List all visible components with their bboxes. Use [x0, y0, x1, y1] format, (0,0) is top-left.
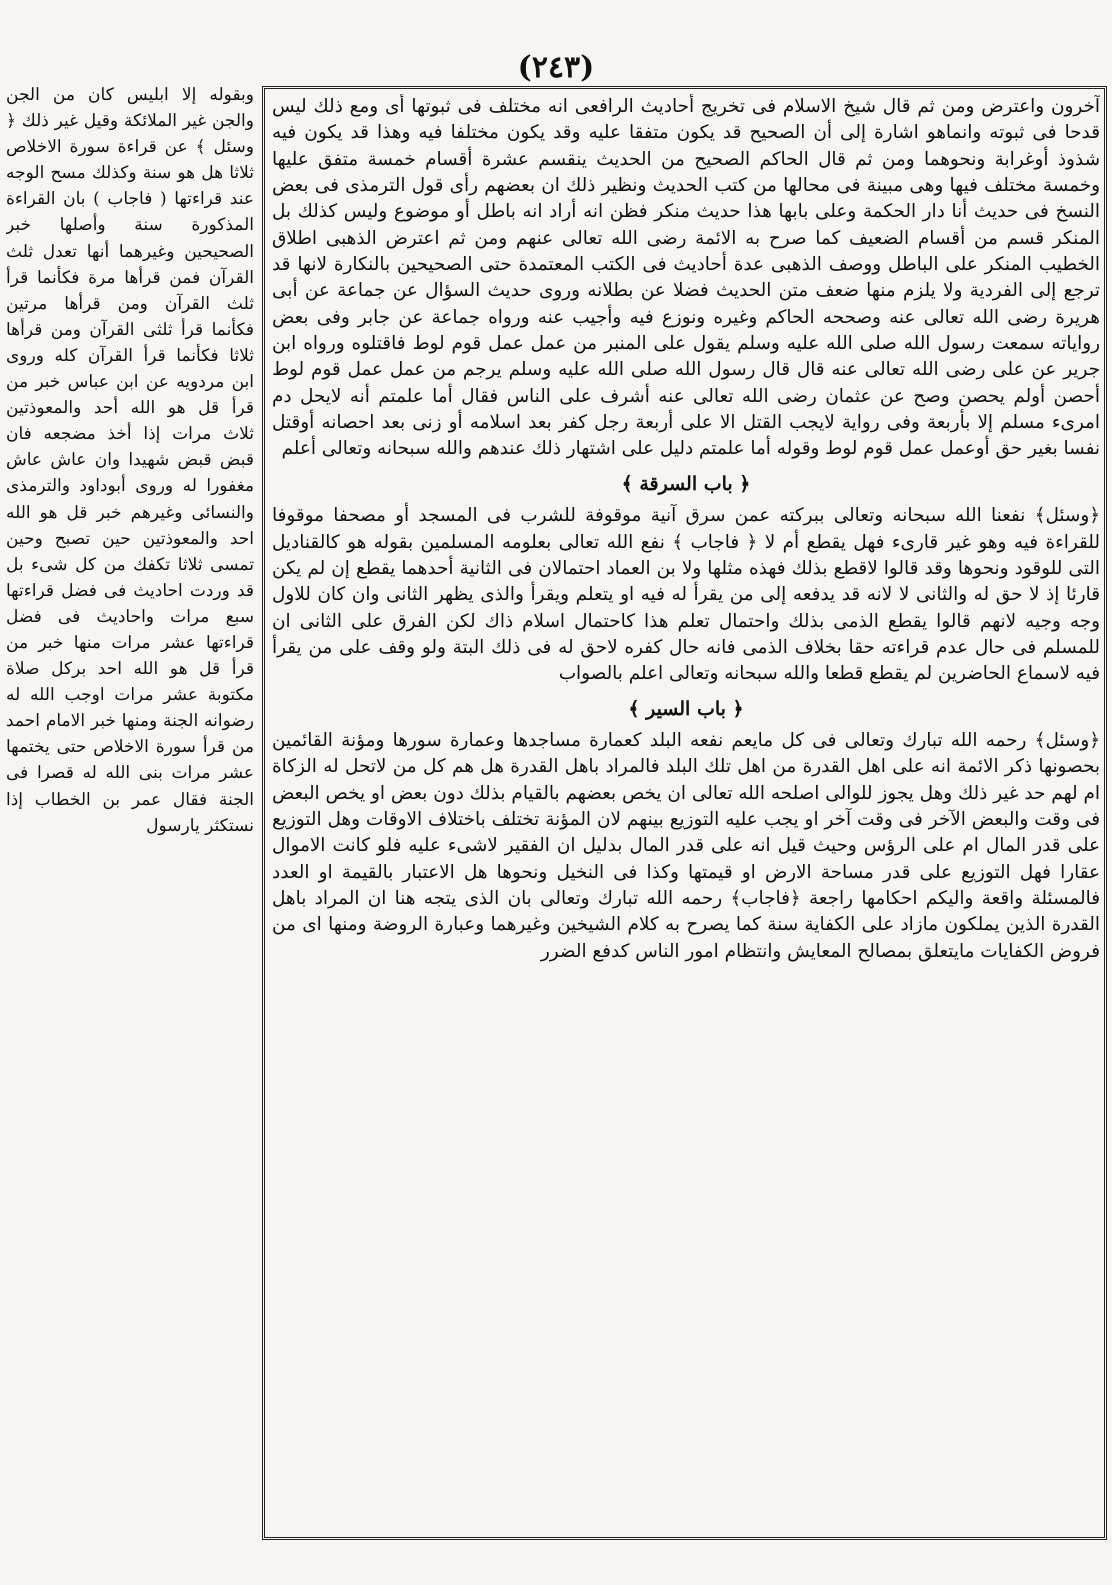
main-column	[272, 94, 1100, 1534]
margin-paragraph: وبقوله إلا ابليس كان من الجن والجن غير الملائكة وقيل غير ذلك ﴿ وسئل ﴾ عن قراءة سورة الاخلاص ثلاثا هل هو سنة وكذلك مسح الوجه عند قراءتها ( فاجاب ) بان القراءة المذكورة سنة وأصلها خبر الصحيحين وغيرهما أنها تعدل ثلث القرآن فمن قرأها مرة فكأنما قرأ ثلث القرآن ومن قرأها مرتين فكأنما قرأ ثلثى القرآن ومن قرأها ثلاثا فكأنما قرأ القرآن كله وروى ابن مردويه عن ابن عباس خبر من قرأ قل هو الله أحد والمعوذتين ثلاث مرات إذا أخذ مضجعه فان قبض قبض شهيدا وان عاش عاش مغفورا له وروى أبوداود والترمذى والنسائى وغيرهم خبر قل هو الله احد والمعوذتين حين تصبح وحين تمسى ثلاثا تكفك من كل شىء بل قد وردت احاديث فى فضل قراءتها سبع مرات واحاديث فى فضل قراءتها عشر مرات منها خبر من قرأ قل هو الله احد بركل صلاة مكتوبة عشر مرات اوجب الله له رضوانه الجنة ومنها خبر الامام احمد من قرأ سورة الاخلاص حتى يختمها عشر مرات بنى الله له قصرا فى الجنة فقال عمر بن الخطاب إذا نستكثر يارسول	[6, 85, 254, 836]
main-paragraph-3: ﴿وسئل﴾ رحمه الله تبارك وتعالى فى كل مايعم نفعه البلد كعمارة مساجدها وعمارة سورها ومؤنة القائمين بحصونها ذكر الائمة انه على اهل القدرة من اهل تلك البلد فالمراد باهل القدرة هل هم كل من لاتحل له الزكاة ام لهم حد غير ذلك وهل يجوز للوالى اصلحه الله تعالى ان يخص بعضهم بالقيام بذلك دون بعض او يخص البعض فى وقت والبعض الآخر فى وقت آخر او يجب عليه التوزيع بينهم لان المؤنة تختلف باختلاف الاوقات وهل التوزيع على قدر المال ام على الرؤس وحيث قيل انه على قدر المال بدليل ان الفقير لاشىء عليه فلو كانت الاموال عقارا فهل التوزيع على قدر مساحة الارض او قيمتها وكذا فى النخيل ونحوها هل الاعتبار بالقيمة او العدد فالمسئلة واقعة واليكم احكامها راجعة ﴿فاجاب﴾ رحمه الله تبارك وتعالى بان الذى يتجه هنا ان المراد باهل القدرة الذين يملكون مازاد على الكفاية سنة كما يصرح به كلام الشيخين وغيرهما وعبارة الروضة ومنها اى من فروض الكفايات مايتعلق بمصالح المعايش وانتظام امور الناس كدفع الضرر	[272, 729, 1100, 962]
section-heading-theft: ﴿ باب السرقة ﴾	[621, 472, 751, 495]
main-paragraph-1: آخرون واعترض ومن ثم قال شيخ الاسلام فى تخريج أحاديث الرافعى انه مختلف فى ثبوتها أى ومع ذلك ليس قدحا فى ثبوته وانماهو اشارة إلى أن الصحيح قد يكون متفقا عليه وقد يكون مختلفا فيه وهذا قد يكون فيه شذوذ أوغرابة ونحوهما ومن ثم قال الحاكم الصحيح من الحديث ينقسم عشرة أقسام خمسة متفق عليها وخمسة مختلف فيها وهى مبينة فى محالها من كتب الحديث ونظير ذلك ان بعضهم رأى قول الترمذى فى بعض النسخ فى حديث أنا دار الحكمة وعلى بابها هذا حديث منكر فظن انه أراد انه باطل أو موضوع وليس كذلك بل المنكر قسم من أقسام الضعيف كما صرح به الائمة رضى الله تعالى عنهم ومن ثم اعترض الذهبى اطلاق الخطيب المنكر على الباطل ووصف الذهبى عدة أحاديث فى الكتب المعتمدة حتى الصحيحين بالنكارة لانها قد ترجع إلى الفردية ولا يلزم منها ضعف متن الحديث فضلا عن بطلانه وروى حديث السؤال عن جماعة عن أبى هريرة رضى الله تعالى عنه وصححه الحاكم وغيره ونوزع فيه وأجيب عنه ورواه جماعة عن جابر وفى بعض رواياته سمعت رسول الله صلى الله عليه وسلم يقول على المنبر من عمل عمل قوم لوط فاقتلوه ورواه ابن جرير عن على رضى الله تعالى عنه قال قال رسول الله صلى الله عليه وسلم يرجم من عمل عمل قوم لوط أحصن أولم يحصن وصح عن عثمان رضى الله تعالى عنه أشرف على الناس فقال أما علمتم أنه لايحل دم امرىء مسلم إلا بأربعة وفى رواية لايجب القتل الا على أربعة رجل كفر بعد اسلامه أو زنى بعد احصانه أوقتل نفسا بغير حق أوعمل عمل قوم لوط وقوله أما علمتم دليل على اشتهار ذلك عندهم والله سبحانه وتعالى أعلم	[272, 96, 1100, 460]
page-number: (٢٤٣)	[517, 50, 595, 85]
main-paragraph-2: ﴿وسئل﴾ نفعنا الله سبحانه وتعالى ببركته عمن سرق آنية موقوفة للشرب فى المسجد أو مصحفا موقوفا للقراءة فيه وهو غير قارىء فهل يقطع أم لا ﴿ فاجاب ﴾ نفع الله تعالى بعلومه المسلمين بقوله هو كالقناديل التى للوقود ونحوها وقد قالوا لاقطع بذلك فهذه مثلها ولا بن العماد احتمالان فى الثانية أحدهما يقطع إن لم يكن قارئا إذ لا حق له والثانى لا لانه قد يدفعه إلى من يقرأ له فيه او يتعلم ويقرأ والذى يظهر الثانى وان كان للاول وجه وجيه لانهم قالوا يقطع الذمى بذلك واحتمال تعلم هذا كاحتمال اسلام ذاك لكن الفرق على الثانى ان للمسلم فى حال عدم قراءته حقا بخلاف الذمى فانه حال كفره لاحق له فى ذلك البتة ولو وقف على من يقرأ فيه لاسماع الحاضرين لم يقطع قطعا والله سبحانه وتعالى اعلم بالصواب	[272, 505, 1100, 685]
section-heading-siyar: ﴿ باب السير ﴾	[628, 697, 744, 720]
margin-column	[6, 82, 254, 1552]
